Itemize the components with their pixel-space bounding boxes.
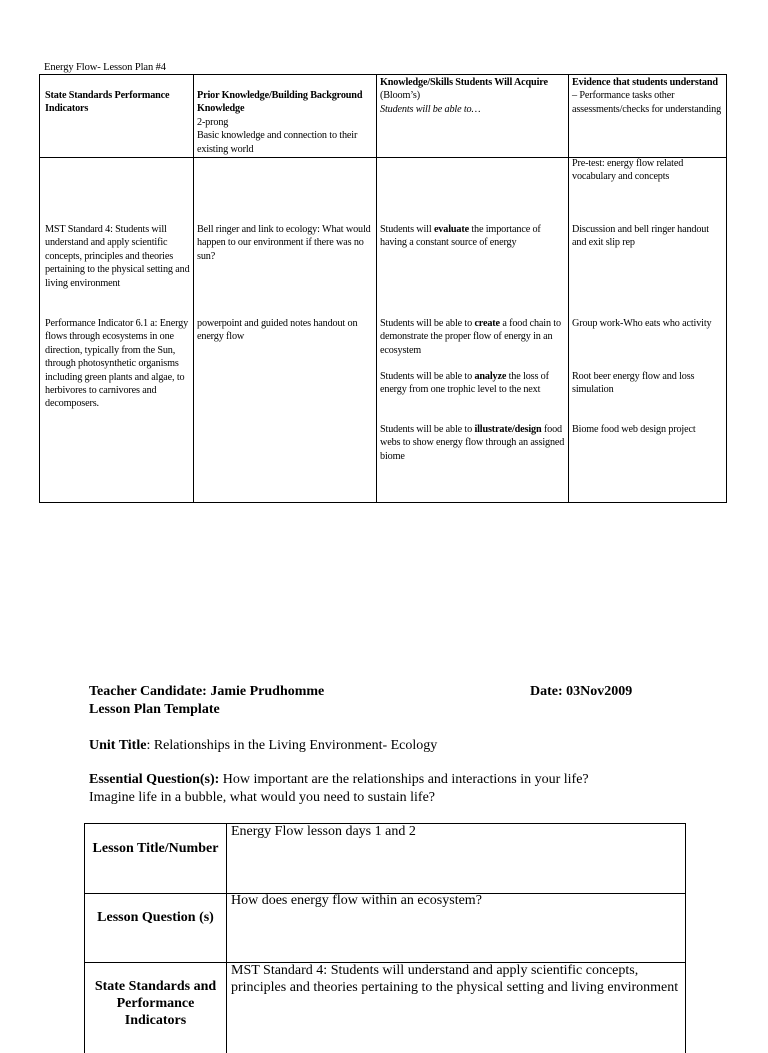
lesson-table	[84, 823, 686, 1053]
header-knowledge-skills	[380, 76, 562, 116]
teacher-candidate: Teacher Candidate: Jamie Prudhomme	[89, 684, 325, 699]
powerpoint-text: powerpoint and guided notes handout on energy flow	[197, 318, 358, 343]
essential-question-label: Essential Question(s):	[89, 772, 220, 787]
skill-prefix: Students will be able to	[380, 318, 475, 329]
document-title: Energy Flow- Lesson Plan #4	[44, 62, 166, 73]
header-blooms: (Bloom’s)	[380, 90, 420, 102]
skill-verb: evaluate	[433, 224, 469, 235]
evidence-simulation: Root beer energy flow and loss simulation	[572, 371, 695, 396]
lesson-title-label: Lesson Title/Number	[92, 841, 219, 856]
header-evidence-title: Evidence that students understand	[572, 77, 718, 88]
skill-prefix: Students will be able to	[380, 424, 475, 435]
skill-verb: illustrate/design	[474, 424, 542, 435]
state-standards-value: MST Standard 4: Students will understand and apply scientific concepts, principles and theories pertaining to the physical setting and living environment	[231, 963, 679, 995]
header-state-standards: State Standards Performance Indicators	[45, 90, 170, 115]
skill-verb: create	[474, 318, 500, 329]
header-prior-knowledge	[197, 89, 367, 156]
evidence-group-work: Group work-Who eats who activity	[572, 318, 712, 329]
lesson-title-value: Energy Flow lesson days 1 and 2	[231, 824, 416, 839]
state-standards-label: State Standards and Performance Indicators	[94, 979, 217, 1028]
skill-evaluate	[380, 223, 566, 250]
skill-rest: a food chain to demonstrate the proper flow of energy in an ecosystem	[380, 318, 561, 356]
column-divider	[226, 824, 227, 1053]
column-divider	[376, 75, 377, 502]
skill-verb: analyze	[474, 371, 507, 382]
standards-table	[39, 74, 727, 503]
header-evidence-desc: – Performance tasks other assessments/checks for understanding	[572, 90, 722, 115]
skill-rest: the loss of energy from one trophic level to the next	[380, 371, 549, 396]
evidence-discussion: Discussion and bell ringer handout and exit slip rep	[572, 224, 709, 249]
unit-title	[89, 737, 437, 755]
lesson-header	[89, 683, 324, 719]
bell-ringer-text: Bell ringer and link to ecology: What would happen to our environment if there was no sun?	[197, 224, 371, 262]
essential-question	[89, 771, 589, 789]
lesson-question-label: Lesson Question (s)	[97, 910, 214, 925]
standard-text: MST Standard 4: Students will understand and apply scientific concepts, principles and theories pertaining to the physical setting and living environment	[45, 224, 190, 289]
essential-question-value: How important are the relationships and interactions in your life?	[219, 772, 589, 787]
column-divider	[568, 75, 569, 502]
header-prior-knowledge-line: 2-prong	[197, 116, 229, 128]
skill-rest: food webs to show energy flow through an assigned biome	[380, 424, 565, 462]
header-knowledge-skills-title: Knowledge/Skills Students Will Acquire	[380, 77, 548, 88]
skill-rest: the importance of having a constant source of energy	[380, 224, 541, 249]
lesson-date: Date: 03Nov2009	[530, 684, 633, 699]
unit-title-label: Unit Title	[89, 738, 147, 753]
header-prior-knowledge-line: Basic knowledge and connection to their existing world	[197, 130, 358, 155]
skill-illustrate	[380, 423, 566, 463]
skill-prefix: Students will	[380, 224, 434, 235]
performance-indicator-text: Performance Indicator 6.1 a: Energy flows through ecosystems in one direction, typically from the Sun, through photosynthetic organisms including green plants and algae, to herbivores to carnivores and decomposers.	[45, 318, 189, 410]
skill-create	[380, 317, 566, 357]
evidence-project: Biome food web design project	[572, 424, 696, 435]
skill-analyze	[380, 370, 566, 397]
header-prior-knowledge-title: Prior Knowledge/Building Background Knowledge	[197, 90, 363, 115]
lesson-question-value: How does energy flow within an ecosystem?	[231, 893, 482, 908]
header-evidence	[572, 76, 724, 116]
header-students-able: Students will be able to…	[380, 103, 481, 115]
skill-prefix: Students will be able to	[380, 371, 475, 382]
unit-title-value: : Relationships in the Living Environment- Ecology	[146, 738, 438, 753]
lesson-plan-template-title: Lesson Plan Template	[89, 702, 220, 717]
column-divider	[193, 75, 194, 502]
essential-question-line2: Imagine life in a bubble, what would you need to sustain life?	[89, 790, 436, 805]
evidence-pretest: Pre-test: energy flow related vocabulary and concepts	[572, 158, 684, 183]
